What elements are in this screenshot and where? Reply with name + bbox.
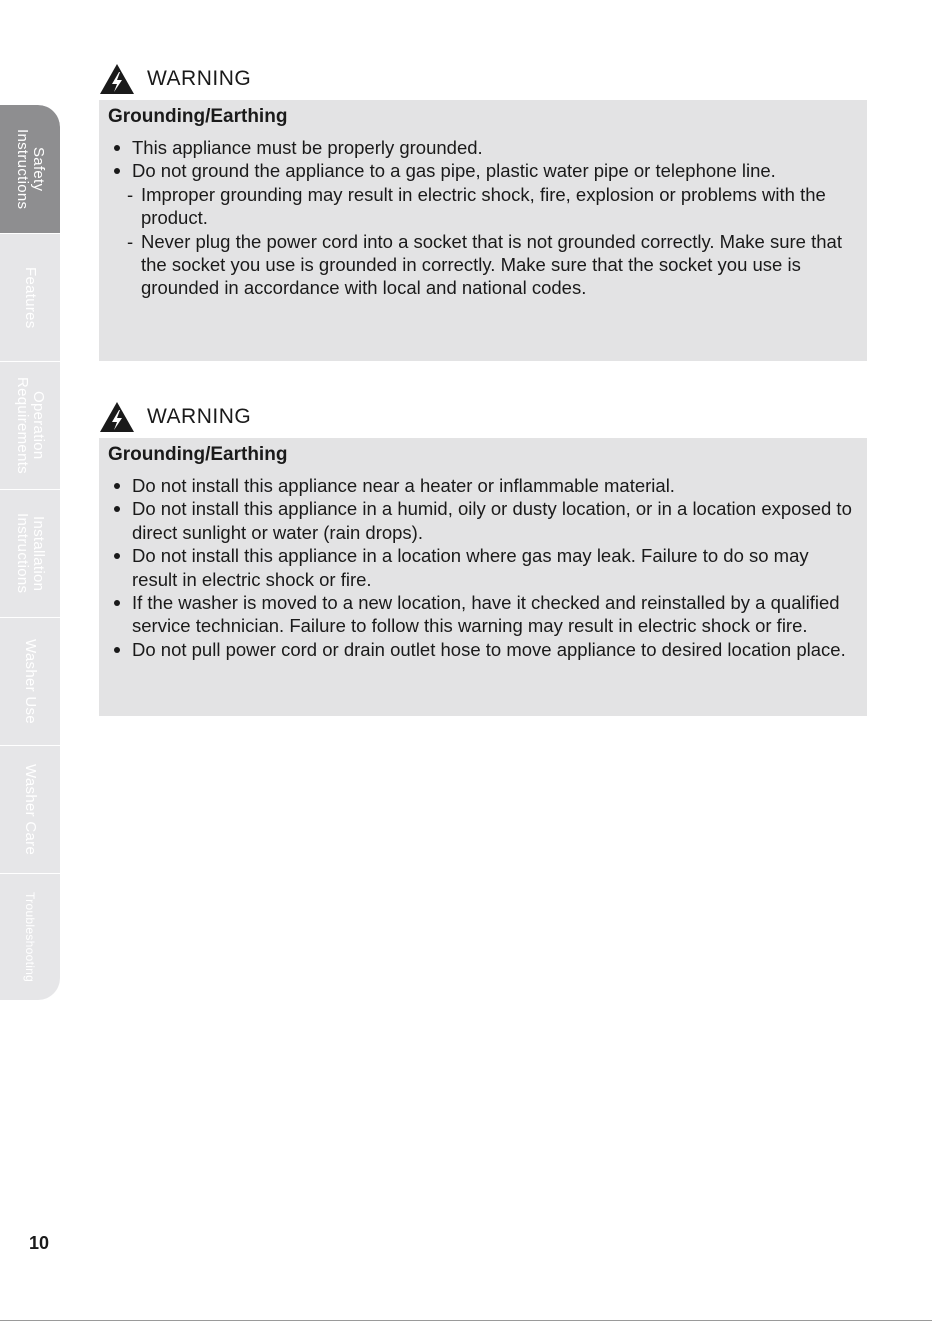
warning-box — [99, 100, 867, 361]
tab-safety-instructions[interactable] — [0, 105, 60, 234]
tab-label: Troubleshooting — [23, 891, 37, 983]
tab-washer-use[interactable] — [0, 618, 60, 746]
warning-header — [99, 400, 251, 434]
electric-hazard-warning-icon — [99, 401, 135, 433]
tab-troubleshooting[interactable] — [0, 874, 60, 1000]
list-subitem: - Never plug the power cord into a socket that is not grounded correctly. Make sure that the socket you use is grounded in correctly. Make sure that the socket you use is grounded in accordance with local and national codes. — [108, 230, 857, 300]
tab-label: Safety Instructions — [14, 128, 47, 210]
section-tabs — [0, 105, 60, 1000]
tab-label: Installation Instructions — [14, 513, 47, 594]
page-number: 10 — [29, 1233, 50, 1253]
tab-label: Washer Use — [22, 639, 39, 724]
warning-subtitle: Grounding/Earthing — [108, 444, 288, 465]
tab-installation-instructions[interactable] — [0, 490, 60, 618]
tab-features[interactable] — [0, 234, 60, 362]
warning-list — [108, 474, 857, 661]
tab-operation-requirements[interactable] — [0, 362, 60, 490]
list-item: Do not pull power cord or drain outlet hose to move appliance to desired location place. — [108, 638, 857, 661]
warning-header — [99, 62, 251, 96]
warning-box — [99, 438, 867, 716]
list-item: Do not install this appliance in a location where gas may leak. Failure to do so may result in electric shock or fire. — [108, 544, 857, 591]
electric-hazard-warning-icon — [99, 63, 135, 95]
tab-washer-care[interactable] — [0, 746, 60, 874]
warning-list — [108, 136, 857, 300]
list-item: Do not install this appliance in a humid, oily or dusty location, or in a location exposed to direct sunlight or water (rain drops). — [108, 497, 857, 544]
list-item: Do not install this appliance near a heater or inflammable material. — [108, 474, 857, 497]
list-subitem: - Improper grounding may result in electric shock, fire, explosion or problems with the product. — [108, 183, 857, 230]
tab-label: Operation Requirements — [14, 377, 47, 474]
warning-title: WARNING — [147, 405, 252, 428]
list-item: This appliance must be properly grounded. — [108, 136, 857, 159]
warning-subtitle: Grounding/Earthing — [108, 106, 288, 127]
list-item: If the washer is moved to a new location, have it checked and reinstalled by a qualified service technician. Failure to follow this warning may result in electric shock or fire. — [108, 591, 857, 638]
divider — [0, 1320, 932, 1321]
tab-label: Washer Care — [22, 763, 39, 856]
tab-label: Features — [22, 266, 39, 329]
list-item: Do not ground the appliance to a gas pipe, plastic water pipe or telephone line. — [108, 159, 857, 182]
warning-title: WARNING — [147, 67, 252, 90]
